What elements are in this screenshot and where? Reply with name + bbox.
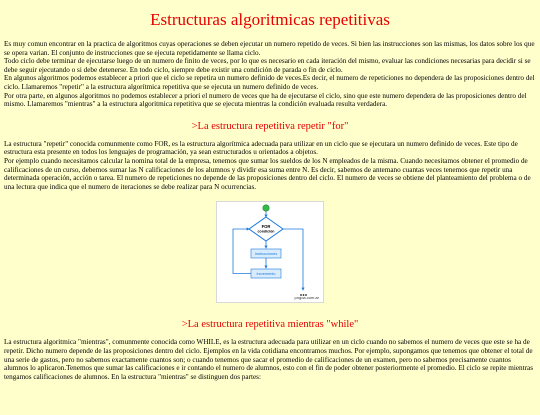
start-node-icon xyxy=(263,205,269,211)
intro-paragraph: Por otra parte, en algunos algoritmos no podemos establecer a priori el numero de veces que ha de ejecutarse el ciclo, sino que este numero dependera de las proposiciones dentro del mismo. Llamaremos "mientras" a la estructura algoritmica repetitiva que se ejecuta mientras la condición evaluada resulta verdadera. xyxy=(4,91,527,109)
page xyxy=(0,10,540,381)
loop-back-arrow xyxy=(233,229,251,274)
section-heading-for: >La estructura repetitiva repetir "for" xyxy=(191,120,349,132)
section-heading-while: >La estructura repetitiva mientras "while" xyxy=(181,319,359,331)
figure-container xyxy=(4,201,536,307)
decision-label-for: FOR xyxy=(261,224,271,230)
intro-paragraph: Todo ciclo debe terminar de ejecutarse luego de un numero de finito de veces, por lo que es necesario en cada iteración del mismo, evaluar las condiciones necesarias para decidir si se debe seguir ejecutando o si debe detenerse. En todo ciclo, siempre debe existir una condición de parada o fin de ciclo. xyxy=(4,57,531,74)
decision-label-cond: condición xyxy=(257,229,275,234)
for-paragraph: La estructura "repetir" conocida comunmente como FOR, es la estructura algorítmica adecuada para utilizar en un ciclo que se ejecutara un numero definido de veces. Este tipo de estructura esta presente en todos los lenguajes de programación, ya sean estructurados u orientados a objetos. xyxy=(4,139,518,157)
page-title: Estructuras algoritmicas repetitivas xyxy=(150,10,390,29)
instructions-label: Instrucciones xyxy=(254,252,278,257)
increment-label: Incremento xyxy=(256,272,276,277)
intro-block xyxy=(4,40,536,109)
flowchart-svg xyxy=(217,202,323,302)
while-paragraph: La estructura algoritmica "mientras", comunmente conocida como WHILE, es la estructura adecuada para utilizar en un ciclo cuando no sabemos el numero de veces que este se ha de repetir. Dicho numero depende de las proposiciones dentro del ciclo. Ejemplos en la vida cotidiana encontramos muchos. Por ejemplo, supongamos que tenemos que obtener el total de una serie de gastos, pero no sabemos exactamente cuantos son; o cuando tenemos que sacar el promedio de calificaciones de un examen, pero no sabemos precisamente cuantos alumnos lo aplicaron.Tenemos que sumar las calificaciones e ir contando el numero de alumnos, esto con el fin de poder obtener posteriormente el promedio. El ciclo se repite mientras tengamos calificaciones de alumnos. En la estructura "mientras" se distinguen dos partes: xyxy=(4,338,533,381)
figure-credit: pngoa.com.ar xyxy=(294,295,319,301)
for-flowchart-figure xyxy=(216,201,324,303)
for-section-body xyxy=(4,140,536,192)
intro-paragraph: En algunos algoritmos podemos establecer a priori que el ciclo se repetira un numero definido de veces.Es decir, el numero de repeticiones no dependera de las proposiciones dentro del ciclo. Llamaremos "repetir" a la estructura algorítmica repetitiva que se ejecuta un numero definido de veces. xyxy=(4,74,535,91)
intro-paragraph: Es muy comun encontrar en la practica de algoritmos cuyas operaciones se deben ejecutar un numero repetido de veces. Si bien las instrucciones son las mismas, los datos sobre los que se opera varian. El conjunto de instrucciones que se ejecuta repetidamente se llama ciclo. xyxy=(4,40,535,57)
while-section-body xyxy=(4,338,536,381)
exit-arrow xyxy=(283,229,303,290)
for-paragraph: Por ejemplo cuando necesitamos calcular la nomina total de la empresa, tenemos que sumar los sueldos de los N empleados de la misma. Cuando necesitamos obtener el promedio de calificaciones de un curso, debemos sumar las N calificaciones de los alumnos y dividir esa suma entre N. Es decir, sabemos de antemano cuantas veces tenemos que repetir una determinada operación, acción o tarea. El numero de repeticiones no depende de las proposiciones dentro del ciclo. El numero de veces se obtiene del planteamiento del problema o de una lectura que indica que el numero de iteraciones se debe realizar para N ocurrencias. xyxy=(4,156,531,191)
